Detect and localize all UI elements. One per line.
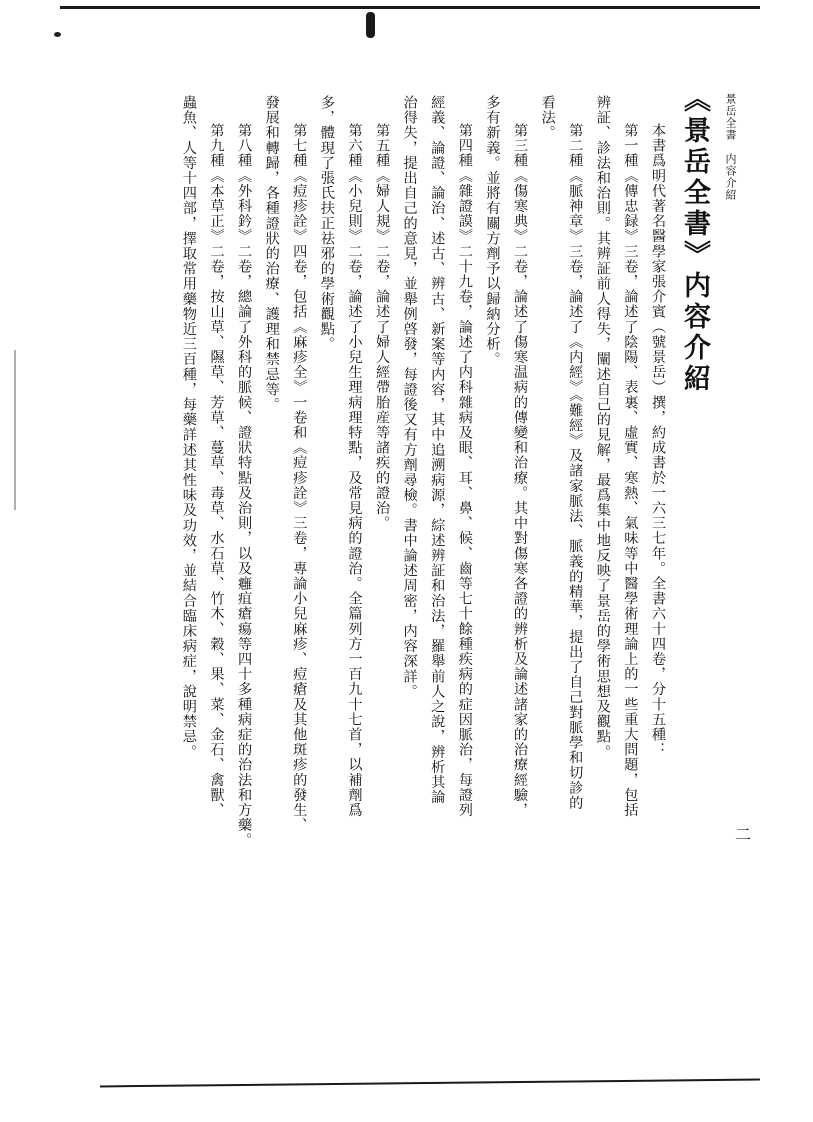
text-column: 第六種《小兒則》二卷，論述了小兒生理病理特點，及常見病的證治。全篇列方一百九十七首，以補劑爲 (346, 123, 363, 818)
text-column: 本書爲明代著名醫學家張介賓（號景岳）撰，約成書於一六三七年。全書六十四卷，分十五種： (650, 123, 666, 758)
page-title: 《景岳全書》内容介紹 (679, 85, 710, 395)
page-content (174, 85, 743, 1015)
text-column: 看法。 (539, 95, 556, 141)
page-number: 二 (732, 826, 752, 843)
text-column: 蟲魚、人等十四部，擇取常用藥物近三百種，每藥詳述其性味及功效，並結合臨床病症，說明禁忌。 (180, 95, 197, 760)
scan-mark (366, 12, 375, 38)
text-column: 第四種《雜證謨》二十九卷，論述了内科雜病及眼、耳、鼻、候、齒等七十餘種疾病的症因脈治，每證列 (456, 123, 473, 818)
text-column: 經義、論證、論治、述古、辨古、新案等内容，其中追溯病源，綜述辨証和治法，羅舉前人之說，辨析其論 (429, 95, 446, 805)
running-head: 景岳全書 内容介紹 (724, 93, 737, 201)
text-column: 治得失，提出自己的意見，並舉例啓發，每證後又有方劑尋檢。書中論述周密，内容深詳。 (401, 95, 418, 699)
text-column: 多有新義。並將有關方劑予以歸納分析。 (484, 95, 501, 367)
scan-border-top (60, 6, 760, 9)
text-column: 第八種《外科鈐》二卷，總論了外科的脈候、證狀特點及治則，以及癰疽瘡瘍等四十多種病症的治法和方藥。 (236, 123, 253, 848)
text-column: 第七種《痘疹詮》四卷，包括《麻疹全》一卷和《痘疹詮》三卷，專論小兒麻疹、痘瘡及其他斑疹的發生、 (291, 123, 308, 833)
text-column: 第五種《婦人規》二卷，論述了婦人經帶胎産等諸疾的證治。 (374, 123, 391, 531)
text-column: 第一種《傳忠録》三卷，論述了陰陽、表裏、虛實、寒熱、氣味等中醫學術理論上的一些重大問題，包括 (622, 123, 639, 818)
text-column: 多，體現了張氏扶正祛邪的學術觀點。 (318, 95, 335, 352)
scan-edge-left (14, 350, 16, 510)
scan-border-bottom (100, 1079, 760, 1088)
text-column: 辨証、診法和治則。其辨証前人得失，闡述自己的見解，最爲集中地反映了景岳的學術思想及觀點。 (594, 95, 611, 760)
text-column: 第三種《傷寒典》二卷，論述了傷寒温病的傳變和治療。其中對傷寒各證的辨析及論述諸家的治療經驗， (512, 123, 529, 818)
scan-speck (54, 32, 61, 37)
text-column: 第九種《本草正》二卷，按山草、隰草、芳草、蔓草、毒草、水石草、竹木、穀、果、菜、金石、禽獸、 (208, 123, 225, 818)
text-column: 第二種《脈神章》三卷，論述了《内經》《難經》及諸家脈法、脈義的精華，提出了自己對脈學和切診的 (567, 123, 584, 811)
text-column: 發展和轉歸，各種證狀的治療、護理和禁忌等。 (263, 95, 280, 413)
